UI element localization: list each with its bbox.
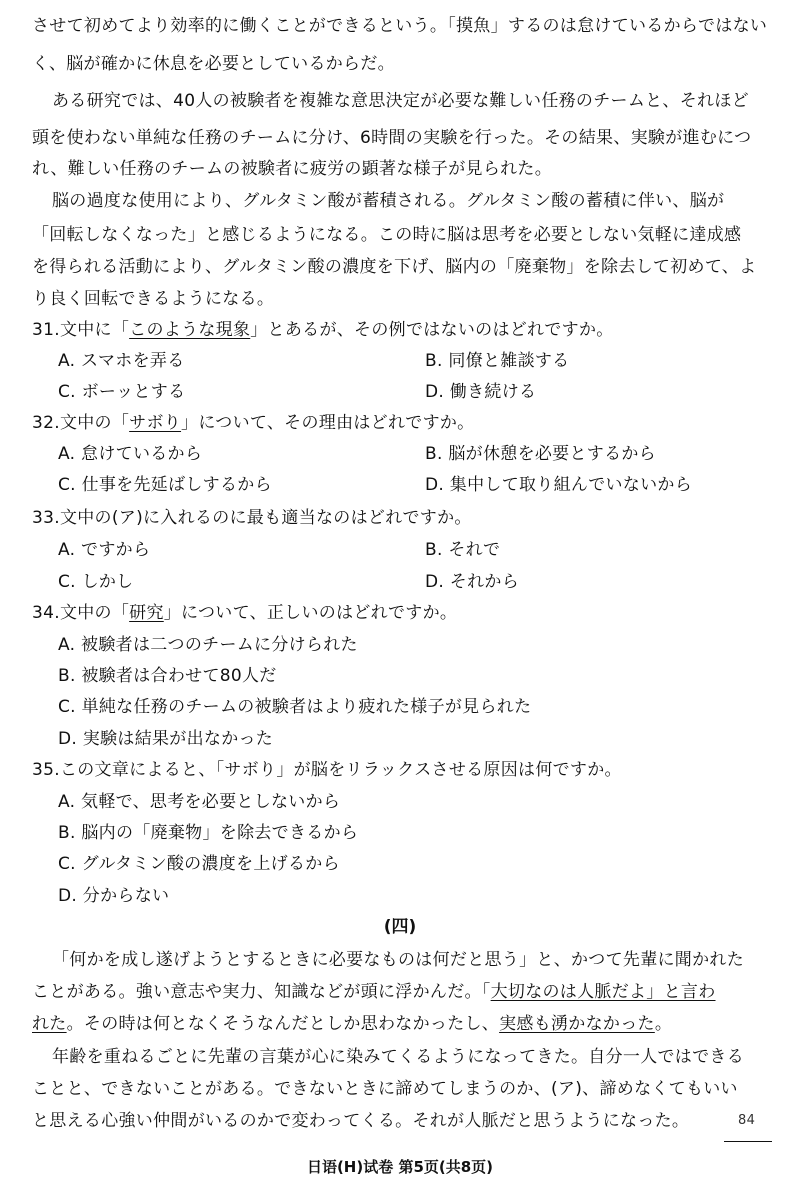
passage-line-9: り良く回転できるようになる。	[32, 289, 275, 309]
section4-line-3a: れた	[32, 1014, 67, 1034]
section4-line-5: ことと、できないことがある。できないときに諦めてしまうのか、(ア)、諦めなくてもいい	[32, 1079, 738, 1099]
answer-blank-line	[724, 1141, 772, 1142]
q35-option-d: D. 分からない	[58, 886, 170, 906]
section4-line-6: と思える心強い仲間がいるのかで変わってくる。それが人脈だと思うようになった。	[32, 1111, 690, 1131]
passage-line-7: 「回転しなくなった」と感じるようになる。この時に脳は思考を必要としない気軽に達成感	[32, 225, 742, 245]
question-prompt-post: 」について、正しいのはどれですか。	[163, 603, 458, 623]
q33-option-d: D. それから	[425, 572, 519, 592]
question-prompt-post: 」とあるが、その例ではないのはどれですか。	[250, 320, 614, 340]
q34-option-a: A. 被験者は二つのチームに分けられた	[58, 635, 358, 655]
q34-option-b: B. 被験者は合わせて80人だ	[58, 666, 277, 686]
section4-underlined-phrase: 実感も湧かなかった	[499, 1014, 655, 1034]
q35-option-c: C. グルタミン酸の濃度を上げるから	[58, 854, 340, 874]
question-prompt-pre: 文中の「	[59, 603, 130, 623]
q31-option-d: D. 働き続ける	[425, 382, 537, 402]
section4-line-4: 年齢を重ねるごとに先輩の言葉が心に染みてくるようになってきた。自分一人ではできる	[52, 1047, 744, 1067]
section4-underlined-quote: 大切なのは人脈だよ」と言わ	[490, 982, 716, 1002]
question-prompt-underlined: サボり	[129, 413, 182, 433]
question-number: 32.	[32, 413, 60, 433]
question-prompt: この文章によると、「サボり」が脳をリラックスさせる原因は何ですか。	[59, 760, 622, 780]
question-prompt-post: 」について、その理由はどれですか。	[181, 413, 475, 433]
q32-option-c: C. 仕事を先延ばしするから	[58, 475, 272, 495]
passage-line-5: れ、難しい任務のチームの被験者に疲労の顕著な様子が見られた。	[32, 159, 553, 179]
passage-line-4: 頭を使わない単純な任務のチームに分け、6時間の実験を行った。その結果、実験が進むにつ	[32, 128, 752, 148]
question-number: 31.	[32, 320, 60, 340]
question-number: 33.	[32, 508, 60, 528]
question-32	[32, 411, 778, 435]
question-number: 34.	[32, 603, 60, 623]
section-title: (四)	[383, 917, 417, 937]
section4-line-3d: 。	[654, 1014, 673, 1034]
q33-option-c: C. しかし	[58, 572, 134, 592]
question-prompt: 文中の(ア)に入れるのに最も適当なのはどれですか。	[59, 508, 472, 528]
question-35	[32, 758, 778, 782]
q33-option-a: A. ですから	[58, 540, 151, 560]
section4-line-1: 「何かを成し遂げようとするときに必要なものは何だと思う」と、かつて先輩に聞かれた	[52, 950, 744, 970]
q34-option-c: C. 単純な任務のチームの被験者はより疲れた様子が見られた	[58, 697, 532, 717]
section4-line-3b: 。その時は何となくそうなんだとしか思わなかったし、	[66, 1014, 500, 1034]
question-34	[32, 601, 778, 625]
handwritten-note: 84	[738, 1113, 756, 1128]
q35-option-a: A. 気軽で、思考を必要としないから	[58, 792, 341, 812]
q32-option-b: B. 脳が休憩を必要とするから	[425, 444, 656, 464]
page-footer: 日语(H)试卷 第5页(共8页)	[306, 1158, 494, 1176]
passage-line-8: を得られる活動により、グルタミン酸の濃度を下げ、脳内の「廃棄物」を除去して初めて、よ	[32, 257, 757, 277]
q31-option-b: B. 同僚と雑談する	[425, 351, 570, 371]
q31-option-c: C. ボーッとする	[58, 382, 186, 402]
q31-option-a: A. スマホを弄る	[58, 351, 185, 371]
question-prompt-pre: 文中の「	[59, 413, 130, 433]
question-31	[32, 318, 778, 342]
question-number: 35.	[32, 760, 60, 780]
passage-line-1: させて初めてより効率的に働くことができるという。「摸魚」するのは怠けているからではない	[32, 16, 768, 36]
passage-line-2: く、脳が確かに休息を必要としているからだ。	[32, 54, 395, 74]
q32-option-d: D. 集中して取り組んでいないから	[425, 475, 692, 495]
q35-option-b: B. 脳内の「廃棄物」を除去できるから	[58, 823, 359, 843]
question-33	[32, 506, 778, 530]
q32-option-a: A. 怠けているから	[58, 444, 203, 464]
section4-line-3	[32, 1012, 778, 1036]
q34-option-d: D. 実験は結果が出なかった	[58, 729, 274, 749]
question-prompt-underlined: 研究	[129, 603, 164, 623]
q33-option-b: B. それで	[425, 540, 501, 560]
passage-line-3: ある研究では、40人の被験者を複雑な意思決定が必要な難しい任務のチームと、それほど	[52, 91, 749, 111]
question-prompt-pre: 文中に「	[59, 320, 130, 340]
passage-line-6: 脳の過度な使用により、グルタミン酸が蓄積される。グルタミン酸の蓄積に伴い、脳が	[52, 191, 725, 211]
section4-line-2	[32, 980, 778, 1004]
section4-line-2a: ことがある。強い意志や実力、知識などが頭に浮かんだ。「	[32, 982, 491, 1002]
question-prompt-underlined: このような現象	[129, 320, 251, 340]
